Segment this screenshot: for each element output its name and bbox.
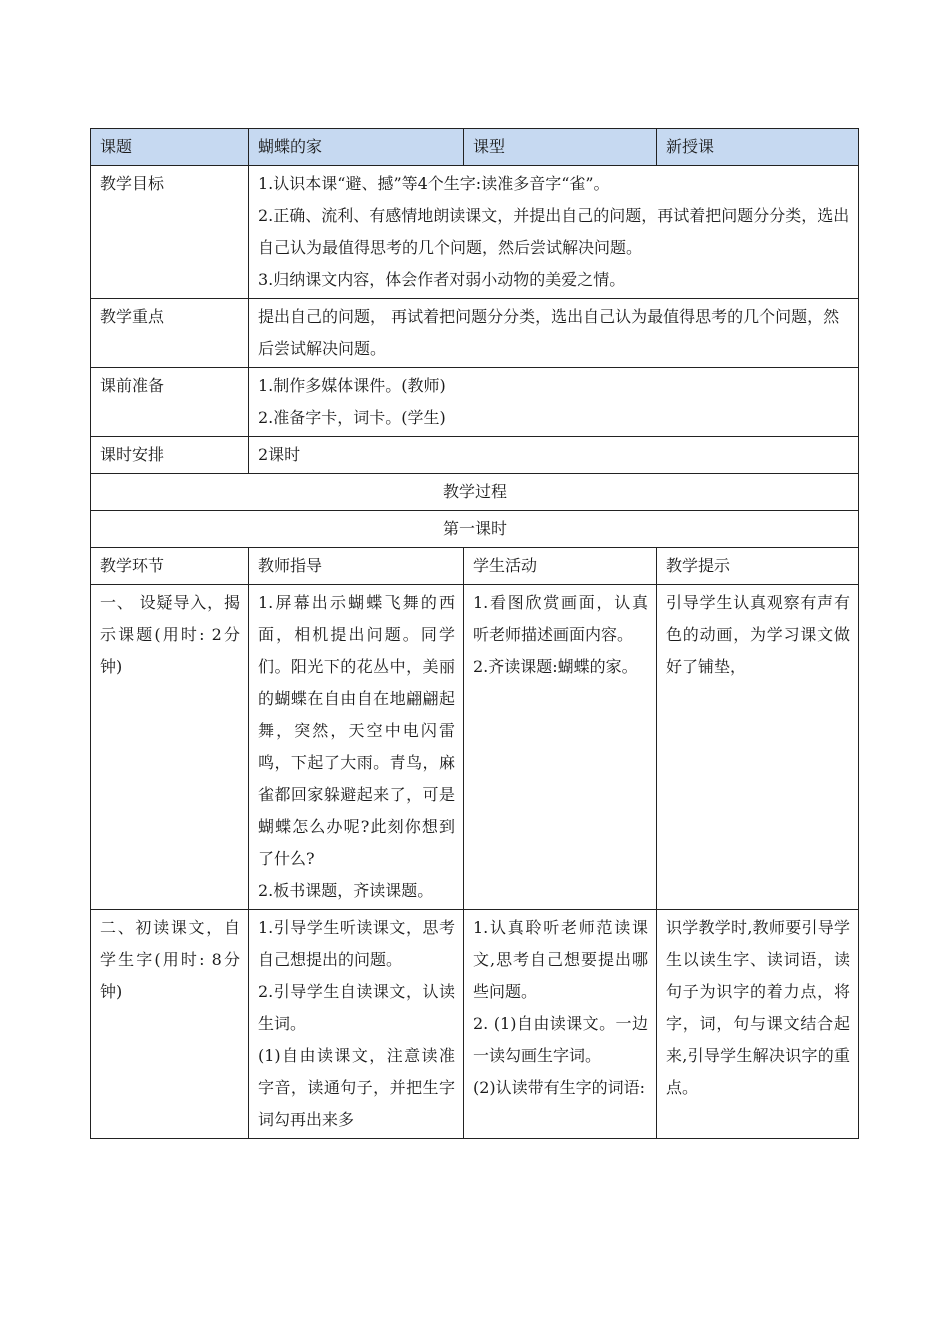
teacher-cell [249,585,464,910]
lesson-title: 第一课时 [91,511,859,548]
schedule-label: 课时安排 [91,437,249,474]
student-step: 2.齐读课题:蝴蝶的家。 [473,657,638,676]
stage-cell: 二、初读课文，自学生字(用时: 8分钟) [91,910,249,1139]
student-cell [464,910,657,1139]
teacher-cell [249,910,464,1139]
type-value: 新授课 [657,129,859,166]
prep-row [91,368,859,437]
lesson-plan-table [90,128,859,1139]
topic-value: 蝴蝶的家 [249,129,464,166]
focus-content: 提出自己的问题， 再试着把问题分分类，选出自己认为最值得思考的几个问题，然后尝试解决问题。 [249,299,859,368]
schedule-row [91,437,859,474]
focus-row [91,299,859,368]
goal-item: 2.正确、流利、有感情地朗读课文，并提出自己的问题，再试着把问题分分类，选出自己认为最值得思考的几个问题，然后尝试解决问题。 [258,206,850,257]
column-header-stage: 教学环节 [91,548,249,585]
teacher-step: (1)自由读课文，注意读准字音，读通句子，并把生字词勾再出来多 [258,1046,455,1129]
hint-cell: 识学教学时,教师要引导学生以读生字、读词语，读句子为识字的着力点，将字，词，句与课文结合起来,引导学生解决识字的重点。 [657,910,859,1139]
lesson-title-row [91,511,859,548]
type-label: 课型 [464,129,657,166]
topic-label: 课题 [91,129,249,166]
schedule-value: 2课时 [249,437,859,474]
teacher-step: 2.板书课题，齐读课题。 [258,881,434,900]
hint-cell: 引导学生认真观察有声有色的动画，为学习课文做好了铺垫， [657,585,859,910]
teacher-step: 2.引导学生自读课文，认读生词。 [258,982,455,1033]
prep-item: 2.准备字卡，词卡。(学生) [258,408,446,427]
student-step: 1.看图欣赏画面，认真听老师描述画面内容。 [473,593,648,644]
teacher-step: 1.屏幕出示蝴蝶飞舞的西面，相机提出问题。同学们。阳光下的花丛中，美丽的蝴蝶在自由自在地翩翩起舞，突然，天空中电闪雷鸣，下起了大雨。青鸟，麻雀都回家躲避起来了，可是蝴蝶怎么办呢?此刻你想到了什么? [258,593,455,868]
student-step: 1.认真聆听老师范读课文,思考自己想要提出哪些问题。 [473,918,648,1001]
process-title: 教学过程 [91,474,859,511]
prep-label: 课前准备 [91,368,249,437]
lesson-plan-sheet [90,128,858,1139]
student-cell [464,585,657,910]
column-header-student: 学生活动 [464,548,657,585]
process-row [91,910,859,1139]
process-row [91,585,859,910]
goals-content [249,166,859,299]
column-header-teacher: 教师指导 [249,548,464,585]
goal-item: 1.认识本课“避、撼”等4个生字:读准多音字“雀”。 [258,174,610,193]
goal-item: 3.归纳课文内容，体会作者对弱小动物的美爱之情。 [258,270,626,289]
prep-item: 1.制作多媒体课件。(教师) [258,376,446,395]
column-header-row [91,548,859,585]
prep-content [249,368,859,437]
stage-cell: 一、 设疑导入，揭示课题(用时: 2分钟) [91,585,249,910]
column-header-hint: 教学提示 [657,548,859,585]
process-title-row [91,474,859,511]
goals-row [91,166,859,299]
goals-label: 教学目标 [91,166,249,299]
teacher-step: 1.引导学生听读课文，思考自己想提出的问题。 [258,918,455,969]
focus-label: 教学重点 [91,299,249,368]
header-row [91,129,859,166]
student-step: 2. (1)自由读课文。一边一读勾画生字词。 [473,1014,648,1065]
student-step: (2)认读带有生字的词语: [473,1078,646,1097]
